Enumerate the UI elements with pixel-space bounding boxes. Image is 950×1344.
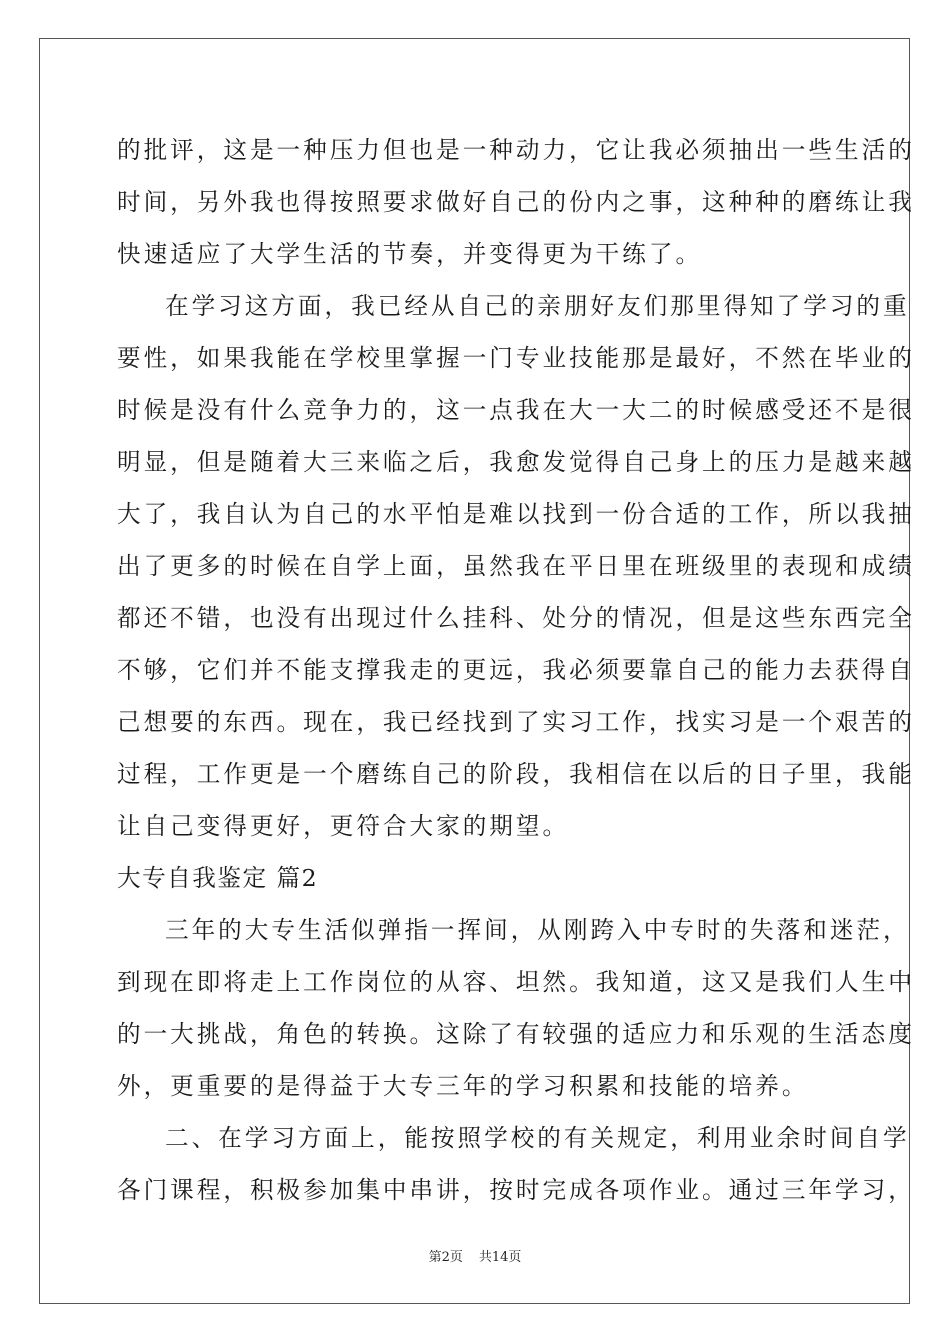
- text-line: 过程，工作更是一个磨练自己的阶段，我相信在以后的日子里，我能: [117, 760, 915, 788]
- paragraph-first-line: 三年的大专生活似弹指一挥间，从刚跨入中专时的失落和迷茫，: [165, 916, 910, 944]
- text-line: 明显，但是随着大三来临之后，我愈发觉得自己身上的压力是越来越: [117, 448, 915, 476]
- text-line: 各门课程，积极参加集中串讲，按时完成各项作业。通过三年学习，: [117, 1176, 915, 1204]
- text-line: 的批评，这是一种压力但也是一种动力，它让我必须抽出一些生活的: [117, 136, 915, 164]
- text-line: 要性，如果我能在学校里掌握一门专业技能那是最好，不然在毕业的: [117, 344, 915, 372]
- text-line: 都还不错，也没有出现过什么挂科、处分的情况，但是这些东西完全: [117, 604, 915, 632]
- document-body: [117, 128, 915, 1220]
- text-line: 不够，它们并不能支撑我走的更远，我必须要靠自己的能力去获得自: [117, 656, 915, 684]
- text-line: 让自己变得更好，更符合大家的期望。: [117, 812, 570, 840]
- text-line: 时间，另外我也得按照要求做好自己的份内之事，这种种的磨练让我: [117, 188, 915, 216]
- text-line: 的一大挑战，角色的转换。这除了有较强的适应力和乐观的生活态度: [117, 1020, 915, 1048]
- text-line: 己想要的东西。现在，我已经找到了实习工作，找实习是一个艰苦的: [117, 708, 915, 736]
- text-line: 出了更多的时候在自学上面，虽然我在平日里在班级里的表现和成绩: [117, 552, 915, 580]
- page-number: 第2页: [428, 1250, 463, 1265]
- paragraph-first-line: 二、在学习方面上，能按照学校的有关规定，利用业余时间自学: [165, 1124, 910, 1152]
- text-line: 快速适应了大学生活的节奏，并变得更为干练了。: [117, 240, 703, 268]
- text-line: 大了，我自认为自己的水平怕是难以找到一份合适的工作，所以我抽: [117, 500, 915, 528]
- text-line: 时候是没有什么竞争力的，这一点我在大一大二的时候感受还不是很: [117, 396, 915, 424]
- text-line: 到现在即将走上工作岗位的从容、坦然。我知道，这又是我们人生中: [117, 968, 915, 996]
- section-heading: 大专自我鉴定 篇2: [117, 864, 319, 892]
- paragraph-first-line: 在学习这方面，我已经从自己的亲朋好友们那里得知了学习的重: [165, 292, 910, 320]
- page-total: 共14页: [478, 1250, 522, 1265]
- page-footer: [0, 1246, 950, 1265]
- text-line: 外，更重要的是得益于大专三年的学习积累和技能的培养。: [117, 1072, 809, 1100]
